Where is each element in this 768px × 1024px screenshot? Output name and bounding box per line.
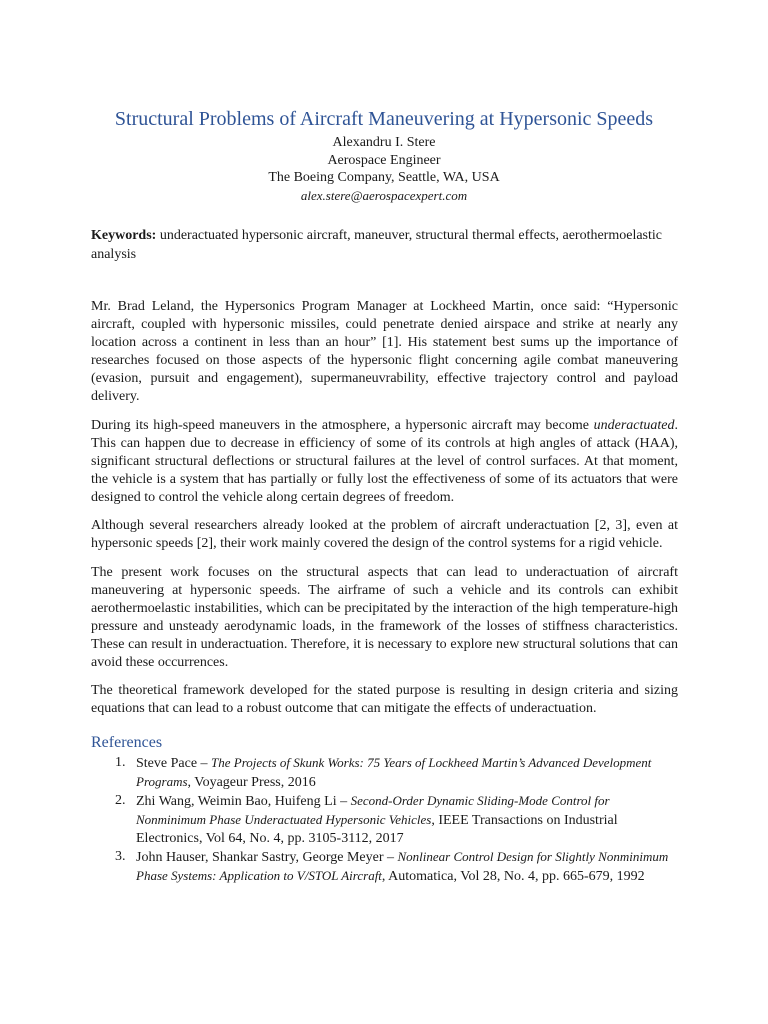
- references-heading: References: [91, 734, 163, 751]
- emphasis-underactuated: underactuated: [593, 417, 675, 433]
- paragraph-2: During its high-speed maneuvers in the atmosphere, a hypersonic aircraft may become underactuated. This can happen due to decrease in efficiency of some of its controls at high angles of attack (HAA), significant structural deflections or structural failures at the level of control surfaces. At that moment, the vehicle is a system that has partially or fully lost the effectiveness of some of its actuators that were designed to control the vehicle along certain degrees of freedom.: [91, 417, 678, 505]
- author-affiliation: The Boeing Company, Seattle, WA, USA: [268, 170, 500, 185]
- author-name: Alexandru I. Stere: [332, 135, 436, 150]
- reference-item: [91, 792, 671, 848]
- reference-number: 2.: [115, 793, 126, 808]
- author-email[interactable]: alex.stere@aerospacexpert.com: [300, 187, 468, 203]
- paragraph-4: The present work focuses on the structural aspects that can lead to underactuation of aircraft maneuvering at hypersonic speeds. The airframe of such a vehicle and its controls can exhibit aerothermoelastic instabilities, which can be precipitated by the interaction of the high temperature-high pressure and unsteady aerodynamic loads, in the framework of the losses of stiffness characteristics. These can result in underactuation. Therefore, it is necessary to explore new structural solutions that can avoid these occurrences.: [91, 564, 678, 670]
- paragraph-3: Although several researchers already looked at the problem of aircraft underactuation [2, 3], even at hypersonic speeds [2], their work mainly covered the design of the control systems for a rigid vehicle.: [91, 518, 678, 551]
- reference-title: The Projects of Skunk Works: 75 Years of Lockheed Martin’s Advanced Development Programs: [136, 755, 652, 789]
- keywords: [91, 226, 669, 264]
- paper-title: Structural Problems of Aircraft Maneuvering at Hypersonic Speeds: [114, 108, 654, 130]
- paragraph-5: The theoretical framework developed for the stated purpose is resulting in design criteria and sizing equations that can lead to a robust outcome that can mitigate the effects of underactuation.: [91, 683, 678, 716]
- reference-number: 3.: [115, 849, 126, 864]
- reference-authors: Steve Pace –: [136, 756, 212, 771]
- reference-details: , Voyageur Press, 2016: [187, 775, 316, 790]
- author-role: Aerospace Engineer: [327, 152, 441, 168]
- paragraph-1: Mr. Brad Leland, the Hypersonics Program Manager at Lockheed Martin, once said: “Hypersonic aircraft, coupled with hypersonic missiles, could penetrate denied airspace and strike at nearly any location across a continent in less than an hour” [1]. His statement best sums up the importance of researches focused on those aspects of the hypersonic flight concerning agile combat maneuvering (evasion, pursuit and engagement), supermaneuvrability, effective trajectory control and payload delivery.: [91, 299, 678, 404]
- reference-item: [91, 754, 671, 792]
- reference-details: , IEEE Transactions on Industrial Electronics, Vol 64, No. 4, pp. 3105-3112, 2017: [136, 813, 618, 846]
- author-block: [0, 134, 768, 204]
- keywords-label: Keywords:: [91, 228, 157, 243]
- reference-title: Nonlinear Control Design for Slightly Nonminimum Phase Systems: Application to V/STOL Aircraft: [136, 849, 669, 883]
- reference-authors: Zhi Wang, Weimin Bao, Huifeng Li –: [136, 794, 351, 809]
- reference-item: [91, 848, 671, 886]
- reference-number: 1.: [115, 755, 126, 770]
- reference-authors: John Hauser, Shankar Sastry, George Meyer –: [136, 850, 398, 865]
- references-list: [91, 754, 671, 886]
- abstract-body: [91, 298, 678, 729]
- reference-details: , Automatica, Vol 28, No. 4, pp. 665-679, 1992: [381, 869, 645, 884]
- reference-title: Second-Order Dynamic Sliding-Mode Control for Nonminimum Phase Underactuated Hypersonic Vehicles: [136, 793, 610, 827]
- keywords-text: underactuated hypersonic aircraft, maneuver, structural thermal effects, aerothermoelastic analysis: [91, 228, 662, 262]
